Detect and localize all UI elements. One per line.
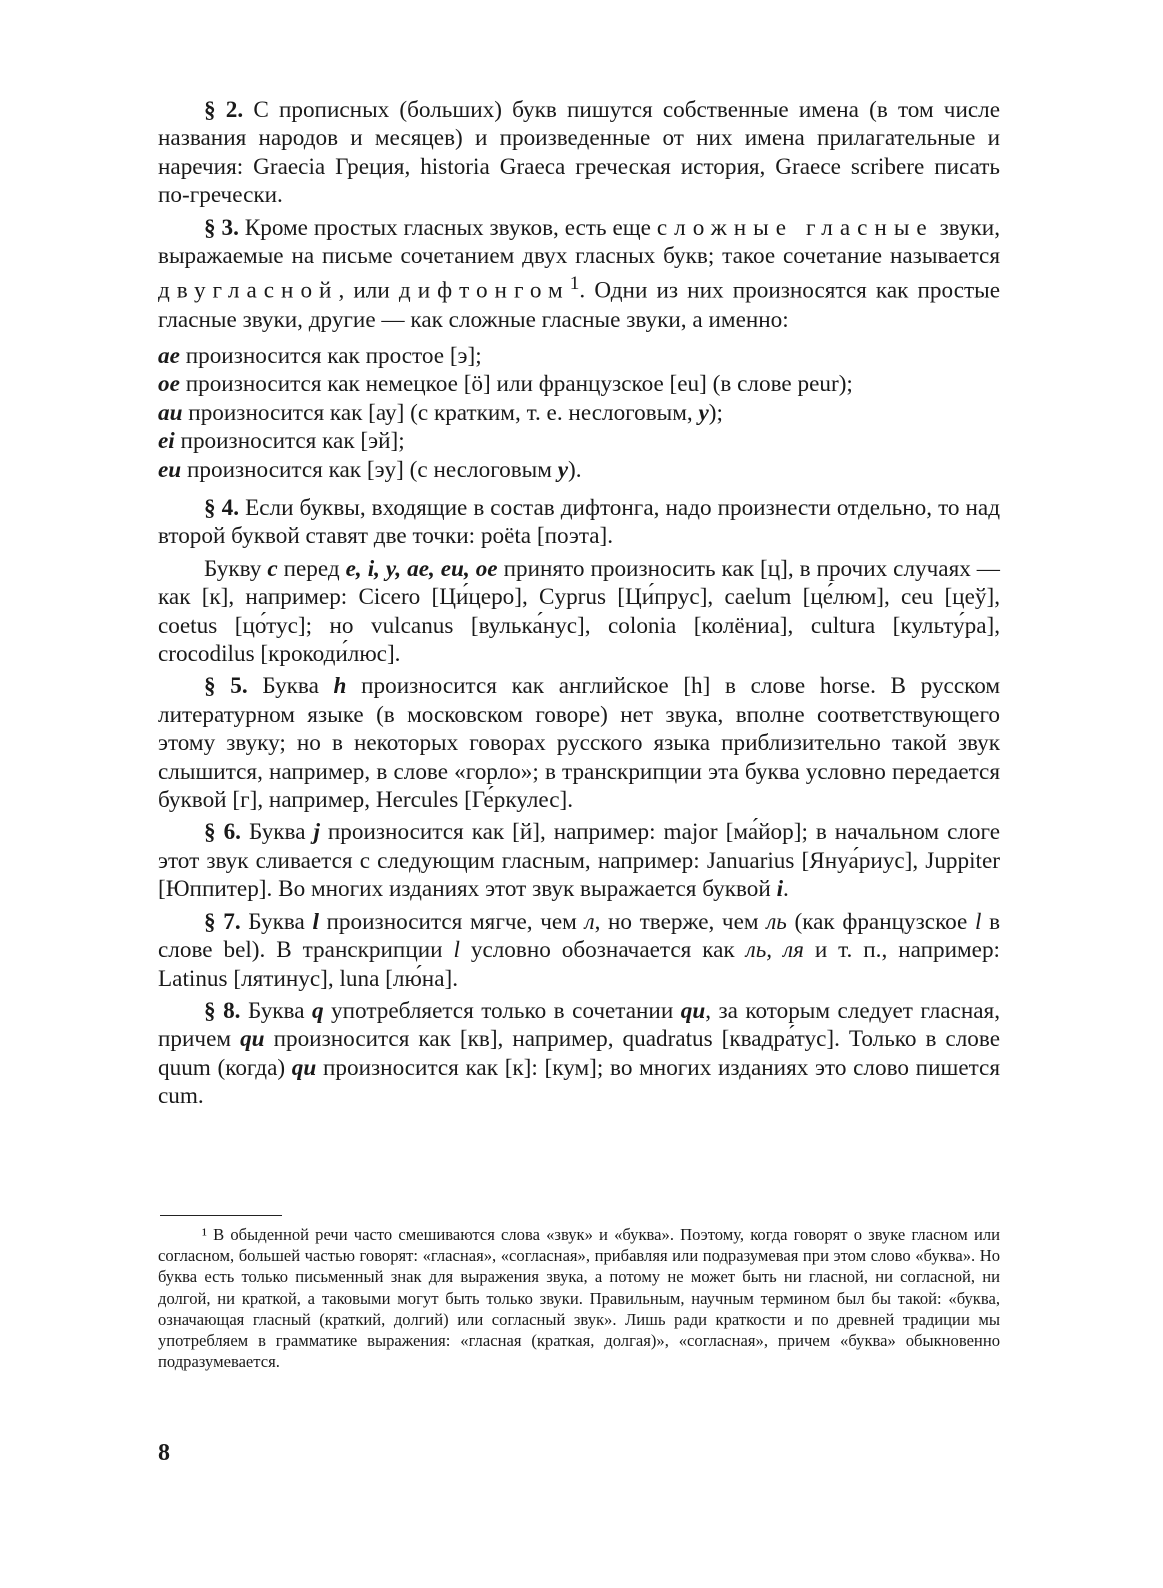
spaced-term: сложные гласные [656,214,934,241]
diphthong-item [158,370,1000,398]
section-number: § 3. [204,214,239,241]
letter: с [267,555,278,582]
section-text: принято произносить как [ц], в прочих случаях — как [к], например: Cicero [Ци́церо], Cyprus [Ци́прус], caelum [це́люм], ceu [цеў], coetus [цо́тус]; но vulcanus [вулька́нус], colonia [колёниа], cultura [культу́ра], crocodilus [крокоди́люс]. [158,555,1000,668]
diphthong: ae [158,342,180,369]
section-text: . [783,876,789,903]
diphthong-list [158,342,1000,484]
section-text: перед [277,555,346,582]
letter: qu [240,1026,265,1053]
section-text: Если буквы, входящие в состав дифтонга, надо произнести отдельно, то над второй буквой ставят две точки: poëta [поэта]. [158,495,1001,550]
paragraph-section-4 [158,494,1000,551]
diphthong: au [158,399,183,426]
paragraph-section-8 [158,997,1000,1111]
section-text: в слове bel). В транскрипции [158,908,1001,964]
section-text: условно обозначается как [459,937,746,964]
section-text: звуки, выражаемые на письме сочетанием двух гласных букв; такое сочетание называется [158,214,1000,270]
section-text: С прописных (больших) букв пишутся собственные имена (в том числе названия народов и месяцев) и произведенные от них имена прилагательные и наречия: Graecia Греция, historia Graeca греческая история, Graece scribere писать по-гречески. [158,97,1001,209]
main-text [158,96,1000,1115]
letter: у [557,456,569,483]
paragraph-section-5 [158,672,1000,814]
section-text: Буква [262,673,334,700]
footnote-text: ¹ В обыденной речи часто смешиваются слова «звук» и «буква». Поэтому, когда говорят о звуке гласном или согласном, большей частью говорят: «гласная», «согласная», прибавляя или подразумевая при этом слово «буква». Но буква есть только письменный знак для выражения звука, а потому не может быть ни гласной, ни согласной, ни долгой, ни краткой, а таковыми могут быть только звуки. Правильным, научным термином был бы такой: «буква, означающая гласный (краткий, долгий) или согласный звук». Лишь ради краткости и по древней традиции мы употребляем в грамматике выражения: «гласная (краткая, долгая)», «согласная», причем «буква» обыкновенно подразумевается. [158,1225,1000,1372]
paragraph-section-6 [158,818,1000,903]
letter: л [584,908,595,935]
section-text: , за которым следует гласная, причем [158,997,1001,1053]
letter-list: e, i, y, ae, eu, oe [345,555,498,582]
letter: h [333,673,347,700]
diphthong-item [158,427,1000,455]
page-number: 8 [158,1440,170,1466]
diphthong-text: произносится как простое [э]; [179,342,482,369]
spaced-term: дифтонгом [398,278,570,305]
paragraph-letter-c [158,555,1000,669]
section-text: и т. п., например: Latinus [лятинус], luna [лю́на]. [158,937,1000,992]
paragraph-section-7 [158,908,1000,993]
diphthong-item [158,342,1000,370]
footnote-marker: 1 [569,273,580,295]
letter: ль [766,908,787,935]
diphthong-text: произносится как [эу] (с неслоговым [181,456,558,483]
section-text: употребляется только в сочетании [323,997,681,1024]
footnote-divider [160,1215,282,1216]
section-text: произносится как [кв], например, quadratus [квадра́тус]. Только в слове quum (когда) [158,1026,1000,1081]
section-text: . Одни из них произносятся как простые гласные звуки, другие — как сложные гласные звуки, а именно: [158,278,1000,333]
diphthong-item [158,456,1000,484]
section-text: Буква [247,997,312,1024]
diphthong-text: произносится как [ау] (с кратким, т. е. неслоговым, [182,399,699,426]
letter: qu [680,997,706,1024]
letter: q [311,997,324,1024]
section-number: § 5. [204,673,248,700]
section-text: произносится как английское [h] в слове horse. В русском литературном языке (в московском говоре) нет звука, вполне соответствующего этому звуку; но в некоторых говорах русского языка приблизительно такой звук слышится, например, в слове «горло»; в транскрипции эта буква условно передается буквой [г], например, Hercules [Ге́ркулес]. [158,673,1001,814]
diphthong: oe [158,371,180,398]
section-text: Кроме простых гласных звуков, есть еще [244,214,657,241]
diphthong: eu [158,456,182,483]
section-number: § 8. [204,997,241,1024]
letter: i [776,876,784,903]
paragraph-section-3 [158,214,1000,334]
footnote [158,1224,1000,1372]
section-text: Буква [248,819,314,846]
section-text: произносится мягче, чем [318,908,585,935]
section-text: произносится как [й], например: major [ма́йор]; в начальном слоге этот звук сливается с следующим гласным, например: Januarius [Януа́риус], Juppiter [Юппитер]. Во многих изданиях этот звук выражается буквой [158,819,1001,903]
diphthong-text: произносится как немецкое [ö] или французское [eu] (в слове peur); [179,371,853,398]
letter: j [313,819,320,846]
spaced-term: двугласной [158,278,339,305]
diphthong-text: ). [568,456,582,483]
letter: l [453,937,460,964]
section-text: (как французское [786,908,975,935]
diphthong: ei [158,428,175,455]
section-text: Букву [204,555,268,582]
letter: ль, ля [745,937,804,964]
letter: l [312,908,319,935]
section-number: § 6. [204,819,241,846]
paragraph-section-2 [158,96,1000,210]
section-text: произносится как [к]: [кум]; во многих изданиях это слово пишется cum. [158,1054,1000,1110]
diphthong-text: произносится как [эй]; [174,428,405,455]
section-number: § 4. [204,495,240,522]
letter: qu [291,1054,317,1081]
letter: l [974,908,982,935]
letter: у [698,399,709,426]
section-text: , но тверже, чем [594,908,767,935]
section-text: Буква [248,908,313,935]
section-number: § 2. [204,97,244,123]
section-number: § 7. [204,908,241,935]
diphthong-text: ); [708,399,723,426]
section-text: , или [338,278,399,305]
diphthong-item [158,399,1000,427]
